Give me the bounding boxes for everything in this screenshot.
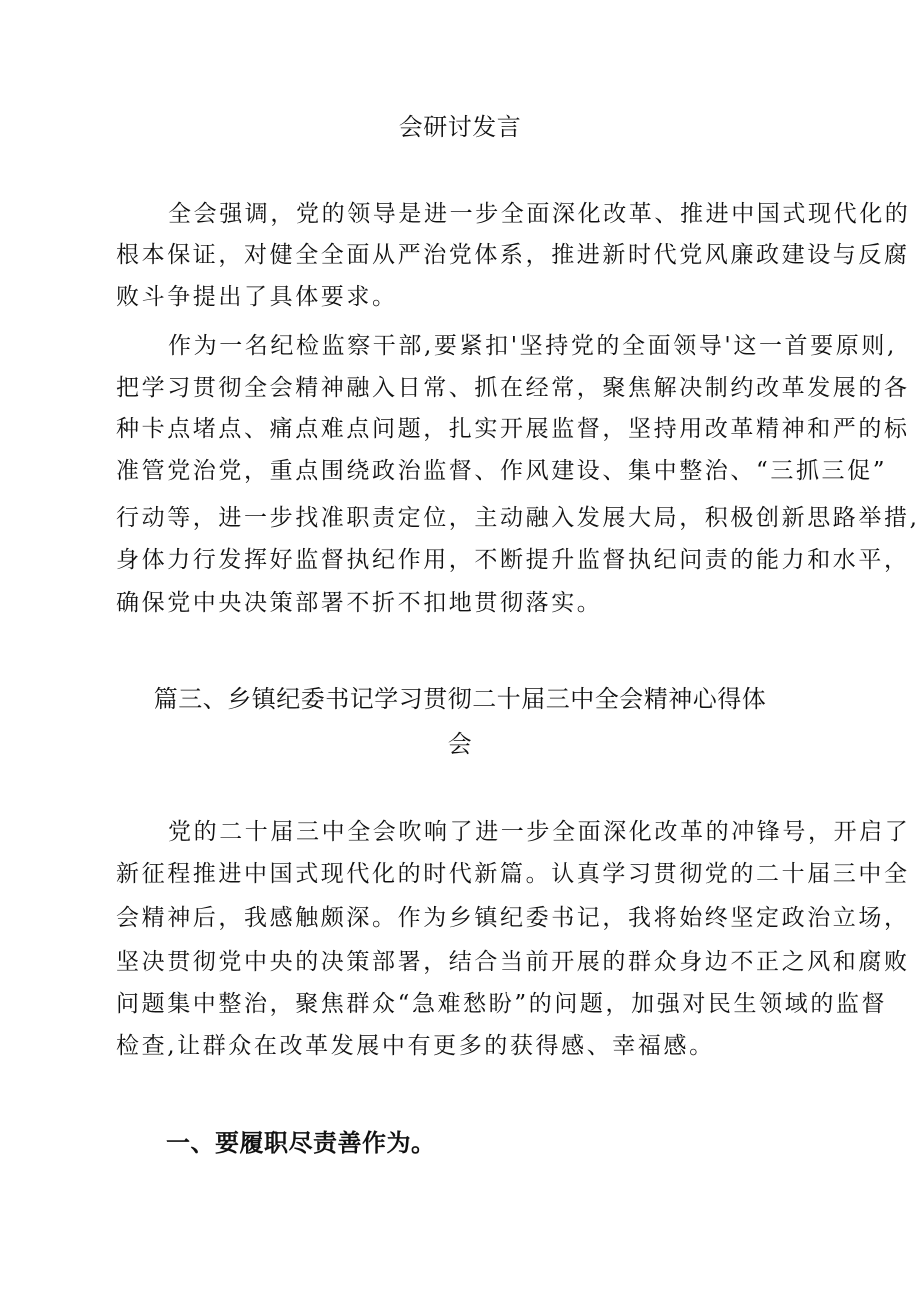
paragraph-line: 身体力行发挥好监督执纪作用，不断提升监督执纪问责的能力和水平， xyxy=(116,547,910,573)
paragraph-line: 坚决贯彻党中央的决策部署，结合当前开展的群众身边不正之风和腐败 xyxy=(116,949,910,975)
paragraph-line: 败斗争提出了具体要求。 xyxy=(116,284,398,310)
paragraph-line: 行动等，进一步找准职责定位，主动融入发展大局，积极创新思路举措, xyxy=(116,505,920,531)
paragraph-line: 会精神后，我感触颇深。作为乡镇纪委书记，我将始终坚定政治立场， xyxy=(116,905,910,931)
paragraph-line: 把学习贯彻全会精神融入日常、抓在经常，聚焦解决制约改革发展的各 xyxy=(116,375,910,401)
paragraph-line: 根本保证，对健全全面从严治党体系，推进新时代党风廉政建设与反腐 xyxy=(116,242,910,268)
section-title: 篇三、乡镇纪委书记学习贯彻二十届三中全会精神心得体 xyxy=(153,685,767,713)
paragraph-line: 作为一名纪检监察干部,要紧扣'坚持党的全面领导'这一首要原则, xyxy=(168,333,897,359)
paragraph-line: 检查,让群众在改革发展中有更多的获得感、幸福感。 xyxy=(116,1033,715,1059)
paragraph-line: 问题集中整治，聚焦群众“急难愁盼”的问题，加强对民生领域的监督 xyxy=(116,991,888,1017)
section-title: 会研讨发言 xyxy=(398,113,522,141)
section-title-continuation: 会 xyxy=(447,730,473,758)
paragraph-line: 种卡点堵点、痛点难点问题，扎实开展监督，坚持用改革精神和严的标 xyxy=(116,416,910,442)
paragraph-line: 确保党中央决策部署不折不扣地贯彻落实。 xyxy=(116,590,603,616)
paragraph-line: 全会强调，党的领导是进一步全面深化改革、推进中国式现代化的 xyxy=(168,201,911,227)
subheading: 一、要履职尽责善作为。 xyxy=(166,1129,436,1157)
paragraph-line: 党的二十届三中全会吹响了进一步全面深化改革的冲锋号，开启了 xyxy=(168,819,911,845)
paragraph-line: 准管党治党，重点围绕政治监督、作风建设、集中整治、“三抓三促” xyxy=(116,458,888,484)
paragraph-line: 新征程推进中国式现代化的时代新篇。认真学习贯彻党的二十届三中全 xyxy=(116,861,910,887)
